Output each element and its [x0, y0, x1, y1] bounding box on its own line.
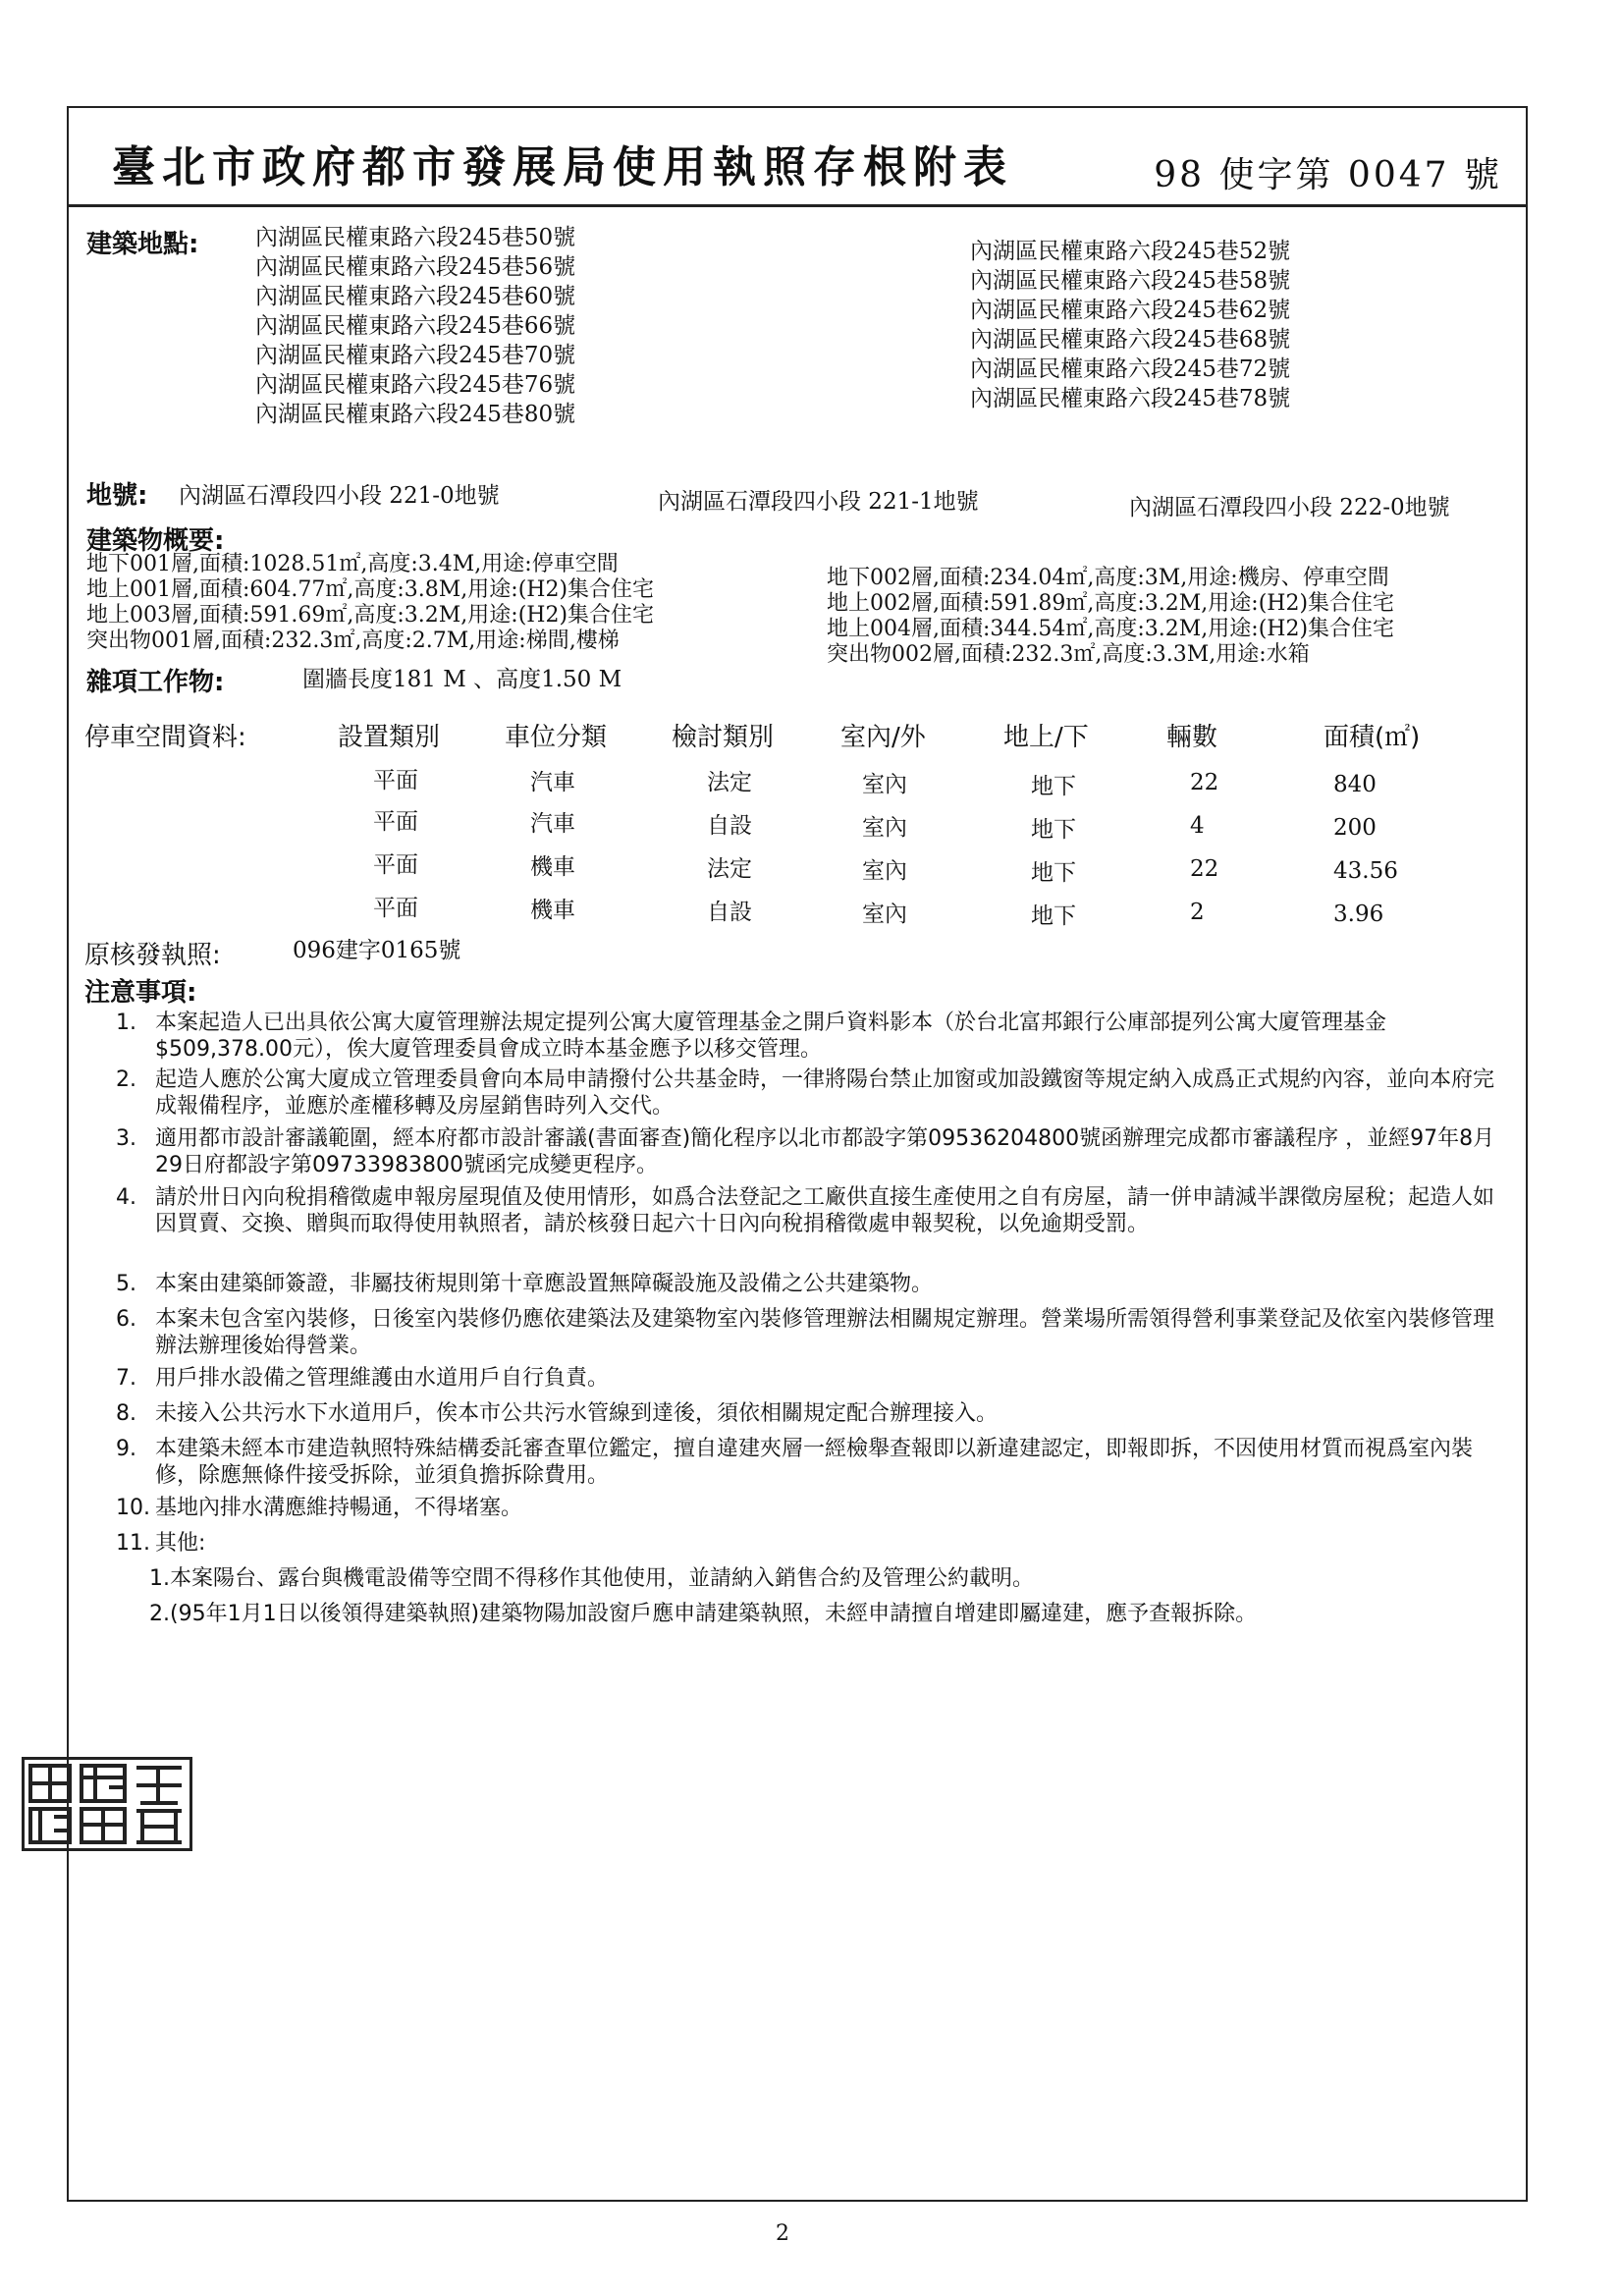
note-item [116, 1010, 1510, 1063]
note-number: 3. [116, 1126, 136, 1151]
building-floor: 地下002層,面積:234.04㎡,高度:3M,用途:機房、停車空間 [827, 566, 1389, 590]
site-address: 內湖區民權東路六段245巷52號 [970, 239, 1291, 264]
note-item [116, 1495, 1510, 1521]
note-item [116, 1365, 1510, 1392]
table-cell: 自設 [707, 813, 752, 839]
building-label: 建築物概要: [86, 526, 225, 556]
land-lot: 內湖區石潭段四小段 221-1地號 [658, 489, 979, 515]
table-cell: 43.56 [1333, 858, 1398, 884]
original-permit-label: 原核發執照: [84, 941, 221, 970]
site-address: 內湖區民權東路六段245巷78號 [970, 386, 1291, 411]
site-label: 建築地點: [86, 230, 199, 259]
land-lot: 內湖區石潭段四小段 221-0地號 [179, 483, 500, 509]
note-number: 5. [116, 1272, 136, 1296]
original-permit-value: 096建字0165號 [293, 938, 461, 963]
note-text: 本案起造人已出具依公寓大廈管理辦法規定提列公寓大廈管理基金之開戶資料影本（於台北富邦銀行公庫部提列公寓大廈管理基金$509,378.00元），俟大廈管理委員會成立時本基金應予以移交管理。 [155, 1011, 1387, 1062]
table-cell: 3.96 [1333, 902, 1384, 927]
site-address: 內湖區民權東路六段245巷80號 [255, 402, 576, 427]
site-address: 內湖區民權東路六段245巷50號 [255, 225, 576, 250]
building-floor: 地上004層,面積:344.54㎡,高度:3.2M,用途:(H2)集合住宅 [827, 617, 1395, 641]
note-item [116, 1530, 1510, 1557]
site-address: 內湖區民權東路六段245巷76號 [255, 372, 576, 398]
table-cell: 22 [1190, 770, 1219, 795]
document-frame [67, 106, 1528, 2202]
parking-label: 停車空間資料: [84, 723, 246, 752]
site-address: 內湖區民權東路六段245巷70號 [255, 343, 576, 368]
parking-header: 車位分類 [505, 723, 608, 752]
table-cell: 平面 [373, 768, 418, 793]
table-cell: 室內 [862, 772, 907, 797]
note-number: 8. [116, 1401, 136, 1426]
note-text: 未接入公共污水下水道用戶，俟本市公共污水管線到達後，須依相關規定配合辦理接入。 [155, 1401, 999, 1426]
table-cell: 平面 [373, 852, 418, 878]
note-text: 本案未包含室內裝修，日後室內裝修仍應依建築法及建築物室內裝修管理辦法相關規定辦理。營業場所需領得營利事業登記及依室內裝修管理辦法辦理後始得營業。 [155, 1307, 1495, 1358]
site-address: 內湖區民權東路六段245巷60號 [255, 284, 576, 309]
permit-number: 98 使字第 0047 號 [1154, 155, 1502, 195]
table-cell: 法定 [707, 856, 752, 882]
title-row [69, 108, 1526, 207]
building-floor: 地上002層,面積:591.89㎡,高度:3.2M,用途:(H2)集合住宅 [827, 591, 1395, 616]
table-cell: 室內 [862, 815, 907, 841]
parking-header: 面積(㎡) [1324, 723, 1421, 752]
page-title: 臺北市政府都市發展局使用執照存根附表 [112, 142, 1013, 192]
table-cell: 840 [1333, 772, 1377, 797]
table-cell: 2 [1190, 900, 1205, 925]
table-cell: 4 [1190, 813, 1205, 839]
table-cell: 200 [1333, 815, 1377, 841]
site-address: 內湖區民權東路六段245巷68號 [970, 327, 1291, 353]
note-text: 本建築未經本市建造執照特殊結構委託審查單位鑑定，擅自違建夾層一經檢舉查報即以新違建認定，即報即拆，不因使用材質而視爲室內裝修，除應無條件接受拆除，並須負擔拆除費用。 [155, 1437, 1474, 1488]
misc-value: 圍牆長度181 M 、高度1.50 M [302, 667, 622, 692]
note-number: 7. [116, 1366, 136, 1391]
building-floor: 突出物002層,面積:232.3㎡,高度:3.3M,用途:水箱 [827, 642, 1310, 667]
table-cell: 自設 [707, 900, 752, 925]
table-cell: 機車 [530, 854, 575, 880]
note-item [116, 1436, 1510, 1489]
note-number: 4. [116, 1185, 136, 1210]
site-address: 內湖區民權東路六段245巷62號 [970, 298, 1291, 323]
table-cell: 汽車 [530, 770, 575, 795]
note-sub-item: 1.本案陽台、露台與機電設備等空間不得移作其他使用，並請納入銷售合約及管理公約載明。 [149, 1566, 1034, 1591]
official-seal-stamp [22, 1757, 192, 1851]
site-address: 內湖區民權東路六段245巷56號 [255, 254, 576, 280]
parking-header: 地上/下 [1003, 723, 1089, 752]
table-cell: 地下 [1031, 817, 1076, 843]
parking-header: 檢討類別 [672, 723, 775, 752]
table-cell: 地下 [1031, 774, 1076, 799]
table-cell: 地下 [1031, 860, 1076, 886]
note-number: 10. [116, 1496, 150, 1520]
parking-header: 輛數 [1166, 723, 1218, 752]
seal-glyphs-icon [25, 1760, 189, 1848]
page-number: 2 [776, 2221, 789, 2246]
note-item [116, 1125, 1510, 1178]
building-floor: 突出物001層,面積:232.3㎡,高度:2.7M,用途:梯間,樓梯 [86, 629, 620, 653]
note-sub-item: 2.(95年1月1日以後領得建築執照)建築物陽加設窗戶應申請建築執照，未經申請擅自增建即屬違建，應予查報拆除。 [149, 1602, 1258, 1626]
note-number: 11. [116, 1531, 150, 1556]
note-item [116, 1306, 1510, 1359]
note-item [116, 1066, 1510, 1120]
note-item [116, 1184, 1510, 1237]
table-cell: 地下 [1031, 903, 1076, 929]
table-cell: 平面 [373, 896, 418, 921]
note-number: 2. [116, 1067, 136, 1092]
table-cell: 機車 [530, 898, 575, 923]
note-item [116, 1400, 1510, 1427]
note-item [116, 1271, 1510, 1297]
site-address: 內湖區民權東路六段245巷72號 [970, 356, 1291, 382]
land-label: 地號: [86, 481, 148, 511]
note-number: 1. [116, 1011, 136, 1035]
parking-header: 室內/外 [840, 723, 926, 752]
note-number: 9. [116, 1437, 136, 1461]
note-text: 請於卅日內向稅捐稽徵處申報房屋現值及使用情形，如爲合法登記之工廠供直接生產使用之自有房屋，請一併申請減半課徵房屋稅；起造人如因買賣、交換、贈與而取得使用執照者，請於核發日起六十日內向稅捐稽徵處申報契稅，以免逾期受罰。 [155, 1185, 1495, 1236]
note-text: 用戶排水設備之管理維護由水道用戶自行負責。 [155, 1366, 610, 1391]
note-text: 本案由建築師簽證，非屬技術規則第十章應設置無障礙設施及設備之公共建築物。 [155, 1272, 934, 1296]
note-text: 起造人應於公寓大廈成立管理委員會向本局申請撥付公共基金時，一律將陽台禁止加窗或加設鐵窗等規定納入成爲正式規約內容，並向本府完成報備程序，並應於產權移轉及房屋銷售時列入交代。 [155, 1067, 1495, 1119]
table-cell: 法定 [707, 770, 752, 795]
notes-label: 注意事項: [84, 978, 197, 1008]
table-cell: 室內 [862, 858, 907, 884]
site-address: 內湖區民權東路六段245巷58號 [970, 268, 1291, 294]
land-lot: 內湖區石潭段四小段 222-0地號 [1129, 495, 1450, 520]
building-floor: 地下001層,面積:1028.51㎡,高度:3.4M,用途:停車空間 [86, 552, 619, 576]
building-floor: 地上001層,面積:604.77㎡,高度:3.8M,用途:(H2)集合住宅 [86, 577, 655, 602]
note-text: 適用都市設計審議範圍，經本府都市設計審議(書面審查)簡化程序以北市都設字第09536204800號函辦理完成都市審議程序 ，並經97年8月29日府都設字第09733983800號函完成變更程序。 [155, 1126, 1495, 1177]
site-address: 內湖區民權東路六段245巷66號 [255, 313, 576, 339]
misc-label: 雜項工作物: [86, 668, 225, 697]
note-text: 其他: [155, 1531, 206, 1556]
table-cell: 平面 [373, 809, 418, 835]
note-number: 6. [116, 1307, 136, 1332]
table-cell: 22 [1190, 856, 1219, 882]
table-cell: 汽車 [530, 811, 575, 837]
table-cell: 室內 [862, 902, 907, 927]
parking-header: 設置類別 [338, 723, 441, 752]
building-floor: 地上003層,面積:591.69㎡,高度:3.2M,用途:(H2)集合住宅 [86, 603, 655, 628]
note-text: 基地內排水溝應維持暢通，不得堵塞。 [155, 1496, 523, 1520]
